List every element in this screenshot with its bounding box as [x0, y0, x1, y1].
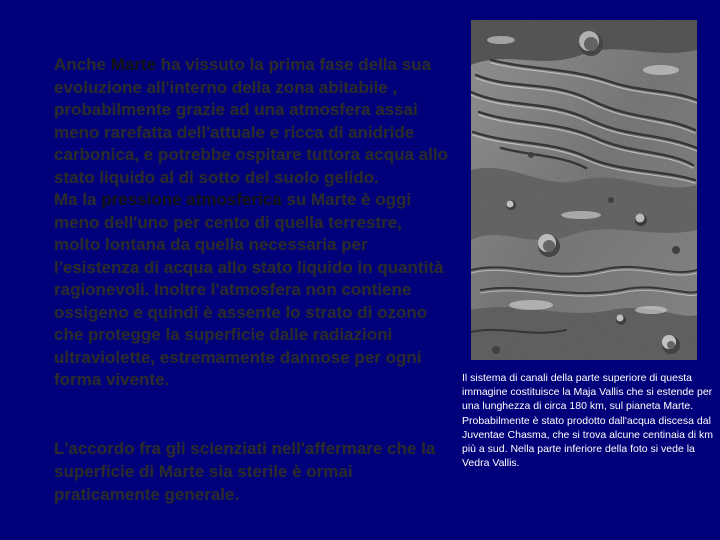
photo-caption: Il sistema di canali della parte superiore di questa immagine costituisce la Maja Vallis che si estende per una lunghezza di circa 180 km, sul pianeta Marte. Probabilmente è stato prodotto dall'acqua discesa dal Juventae Chasma, che si trova alcune centinaia di km più a sud. Nella parte inferiore della foto si vede la Vedra Vallis.: [462, 372, 713, 470]
mars-surface-photo: [471, 20, 697, 360]
paragraph-1-after: ha vissuto la prima fase della sua evoluzione all'interno della zona abitabile , probabilmente grazie ad una atmosfera assai meno rarefatta dell'attuale e ricca di anidride carbonica, e potrebbe ospitare tuttora acqua allo stato liquido al di sotto del suolo gelido.: [54, 55, 448, 187]
paragraph-1: [54, 54, 449, 189]
paragraph-3: L'accordo fra gli scienziati nell'affermare che la superficie di Marte sia sterile è ormai praticamente generale.: [54, 439, 436, 504]
paragraph-2-highlight: pressione atmosferica: [101, 190, 282, 209]
main-text: [54, 54, 449, 392]
paragraph-2-after: su Marte è oggi meno dell'uno per cento di quella terrestre, molto lontana da quella necessaria per l'esistenza di acqua allo stato liquido in quantità ragionevoli. Inoltre l'atmosfera non contiene ossigeno e quindi è assente lo strato di ozono che protegge la superficie dalle radiazioni ultraviolette, estremamente dannose per ogni forma vivente.: [54, 190, 444, 389]
paragraph-1-before: Anche: [54, 55, 111, 74]
paragraph-1-highlight: Marte: [110, 55, 157, 74]
paragraph-2: [54, 189, 449, 392]
paragraph-2-before: Ma la: [54, 190, 102, 209]
mars-surface-photo-graphic: [471, 20, 697, 360]
